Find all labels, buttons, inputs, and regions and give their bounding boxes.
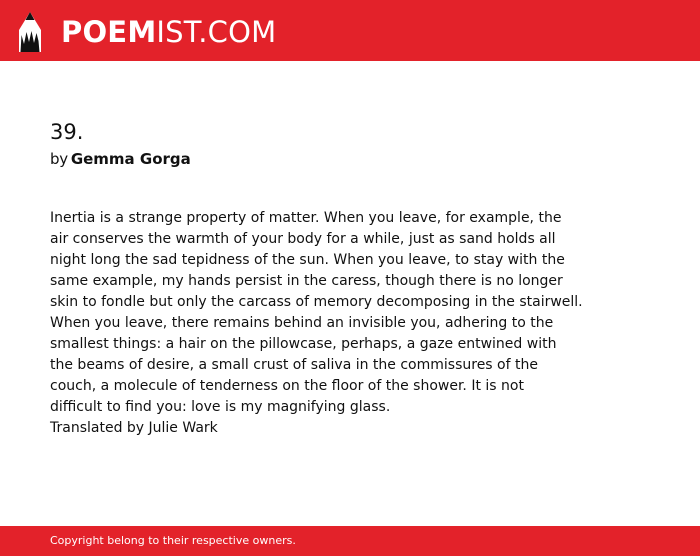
poem-title: 39. — [50, 120, 84, 144]
poem-line: the beams of desire, a small crust of saliva in the commissures of the — [50, 357, 538, 373]
poem-line: same example, my hands persist in the caress, though there is no longer — [50, 273, 563, 289]
poem-line: When you leave, there remains behind an invisible you, adhering to the — [50, 315, 554, 331]
pencil-tip-icon — [18, 11, 42, 53]
by-label: by — [50, 150, 68, 168]
poem-line: air conserves the warmth of your body for a while, just as sand holds all — [50, 231, 556, 247]
poem-line: couch, a molecule of tenderness on the floor of the shower. It is not — [50, 378, 524, 394]
translator-credit: Translated by Julie Wark — [50, 420, 218, 436]
site-logo-link[interactable] — [18, 10, 276, 54]
poem-content — [50, 117, 650, 439]
poem-line: difficult to find you: love is my magnifying glass. — [50, 399, 391, 415]
logo-bold-text: POEM — [61, 14, 157, 49]
logo-light-text: IST.COM — [156, 14, 277, 49]
poem-line: smallest things: a hair on the pillowcase, perhaps, a gaze entwined with — [50, 336, 557, 352]
logo-wordmark — [61, 14, 277, 49]
copyright-notice: Copyright belong to their respective owners. — [50, 534, 296, 547]
site-footer — [0, 526, 700, 556]
author-link[interactable]: Gemma Gorga — [70, 150, 191, 168]
poem-body — [50, 208, 650, 439]
poem-line: skin to fondle but only the carcass of memory decomposing in the stairwell. — [50, 294, 583, 310]
poem-line: night long the sad tepidness of the sun. When you leave, to stay with the — [50, 252, 565, 268]
poem-line: Inertia is a strange property of matter. When you leave, for example, the — [50, 210, 562, 226]
site-header — [0, 0, 700, 61]
poem-byline — [50, 148, 650, 170]
